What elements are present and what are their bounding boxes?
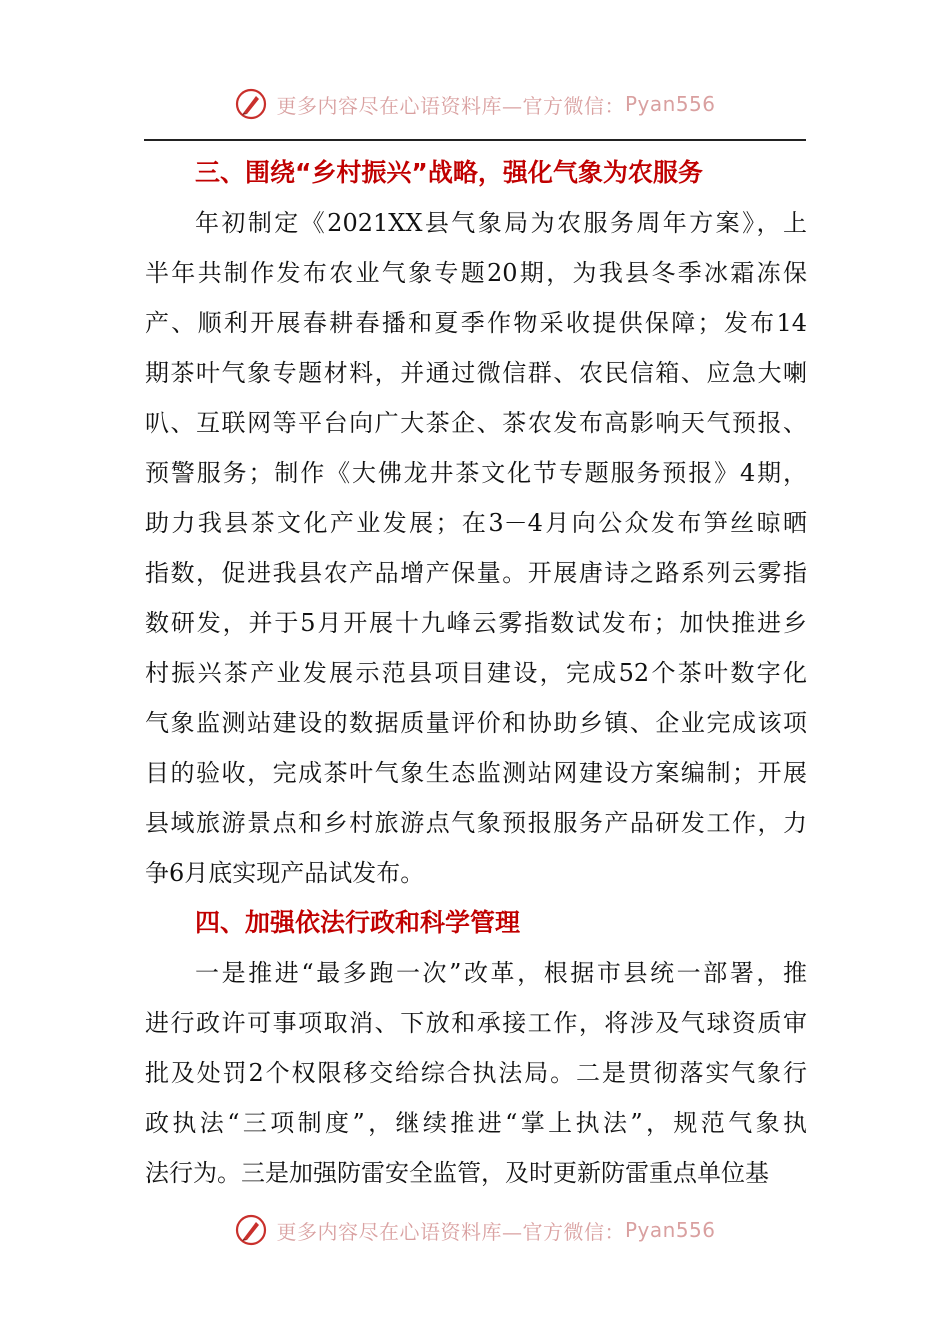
text-line: 年初制定《2021XX县气象局为农服务周年方案》，上	[195, 209, 807, 237]
pen-logo-icon	[234, 87, 268, 121]
text-line: 指数，促进我县农产品增产保量。开展唐诗之路系列云雾指	[145, 559, 807, 587]
watermark-wechat-id: Pyan556	[624, 92, 716, 116]
text-line: 批及处罚2个权限移交给综合执法局。二是贯彻落实气象行	[145, 1059, 807, 1087]
text-line: 预警服务；制作《大佛龙井茶文化节专题服务预报》4期，	[145, 459, 807, 487]
text-line: 目的验收，完成茶叶气象生态监测站网建设方案编制；开展	[145, 759, 807, 787]
text-line: 气象监测站建设的数据质量评价和协助乡镇、企业完成该项	[145, 709, 807, 737]
text-line: 法行为。三是加强防雷安全监管，及时更新防雷重点单位基	[145, 1159, 769, 1187]
section-3-paragraph	[145, 198, 807, 898]
pen-logo-icon	[234, 1213, 268, 1247]
text-line: 进行政许可事项取消、下放和承接工作，将涉及气球资质审	[145, 1009, 807, 1037]
text-line: 县域旅游景点和乡村旅游点气象预报服务产品研发工作，力	[145, 809, 807, 837]
watermark-footer	[0, 1212, 950, 1248]
text-line: 争6月底实现产品试发布。	[145, 859, 425, 887]
text-line: 村振兴茶产业发展示范县项目建设，完成52个茶叶数字化	[145, 659, 807, 687]
text-line: 期茶叶气象专题材料，并通过微信群、农民信箱、应急大喇	[145, 359, 807, 387]
text-line: 叭、互联网等平台向广大茶企、茶农发布高影响天气预报、	[145, 409, 807, 437]
document-body	[145, 148, 807, 1198]
text-line: 政执法“三项制度”，继续推进“掌上执法”，规范气象执	[145, 1109, 807, 1137]
text-line: 助力我县茶文化产业发展；在3－4月向公众发布笋丝晾晒	[145, 509, 807, 537]
watermark-text: 更多内容尽在心语资料库—官方微信：	[276, 93, 625, 118]
watermark-header	[0, 86, 950, 122]
section-4-heading: 四、加强依法行政和科学管理	[195, 908, 521, 937]
text-line: 半年共制作发布农业气象专题20期，为我县冬季冰霜冻保	[145, 259, 807, 287]
text-line: 数研发，并于5月开展十九峰云雾指数试发布；加快推进乡	[145, 609, 807, 637]
text-line: 产、顺利开展春耕春播和夏季作物采收提供保障；发布14	[145, 309, 807, 337]
section-4-paragraph	[145, 948, 807, 1198]
section-3-heading: 三、围绕“乡村振兴”战略，强化气象为农服务	[195, 158, 703, 187]
text-line: 一是推进“最多跑一次”改革，根据市县统一部署，推	[195, 959, 807, 987]
header-divider	[144, 139, 806, 141]
watermark-wechat-id: Pyan556	[624, 1218, 716, 1242]
watermark-text: 更多内容尽在心语资料库—官方微信：	[276, 1219, 625, 1244]
